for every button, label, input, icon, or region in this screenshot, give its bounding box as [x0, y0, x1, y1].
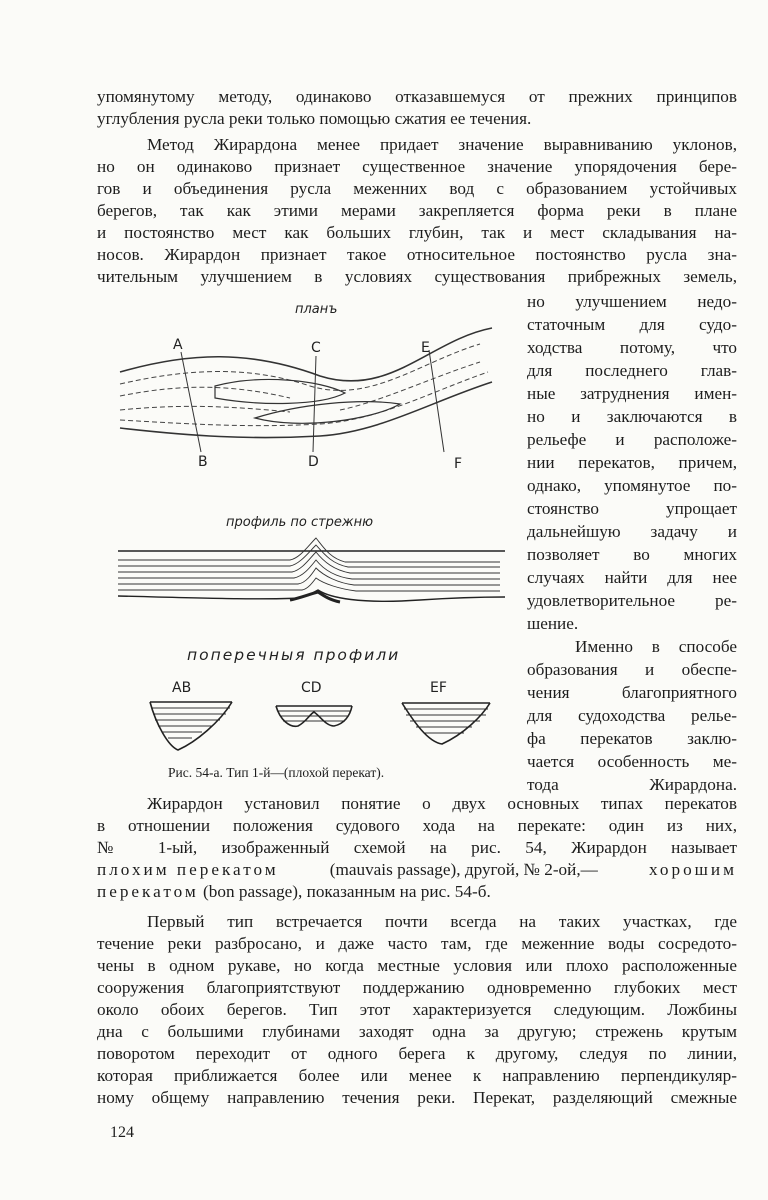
- side-text-line: тода Жирардона.: [527, 775, 737, 794]
- term-bad-shoal: плохим перекатом: [97, 860, 279, 879]
- side-text-line: образования и обеспе-: [527, 660, 737, 679]
- cross-label-ab: AB: [172, 680, 192, 696]
- cross-label-ef: EF: [430, 680, 447, 696]
- side-text-line: ные затруднения имен-: [527, 384, 737, 403]
- plan-title: планъ: [295, 302, 338, 317]
- side-text-line: чения благоприятного: [527, 683, 737, 702]
- side-text-line: фа перекатов заклю-: [527, 729, 737, 748]
- cross-sections-title: поперечныя профили: [187, 646, 401, 664]
- side-text-line: однако, упомянутое по-: [527, 476, 737, 495]
- text-line: около обоих берегов. Тип этот характеризуется следующим. Ложбины: [97, 1000, 737, 1019]
- text-line: № 1-ый, изображенный схемой на рис. 54, Жирардон называет: [97, 838, 737, 857]
- side-text-line: для судоходства рельe-: [527, 706, 737, 725]
- text-line: [97, 881, 491, 903]
- text-line: но он одинаково признает существенное значение упорядочения бере-: [97, 157, 737, 176]
- figure-caption: Рис. 54-а. Тип 1-й—(плохой перекат).: [168, 765, 385, 780]
- text-line: дна с большими глубинами заходят одна за другую; стрежень крутым: [97, 1022, 737, 1041]
- profile-title: профиль по стрежню: [226, 515, 374, 530]
- label-f: F: [454, 456, 463, 472]
- side-text-line: Именно в способе: [575, 637, 737, 656]
- side-text-line: нии перекатов, причем,: [527, 453, 737, 472]
- side-text-line: но и заключаются в: [527, 407, 737, 426]
- side-text-line: рельефе и расположе-: [527, 430, 737, 449]
- side-text-line: но улучшением недо-: [527, 292, 737, 311]
- text-fragment: (mauvais passage), другой, № 2-ой,—: [329, 860, 598, 879]
- text-line: Первый тип встречается почти всегда на таких участках, где: [147, 912, 737, 931]
- text-line: чительным улучшением в условиях существования прибрежных земель,: [97, 267, 737, 286]
- term-good-shoal: хорошим: [648, 860, 737, 879]
- text-line: течение реки разбросано, и даже часто там, где меженние воды сосредото-: [97, 934, 737, 953]
- side-text-line: стоянство упрощает: [527, 499, 737, 518]
- text-line: носов. Жирардон признает такое относительное постоянство русла зна-: [97, 245, 737, 264]
- label-d: D: [308, 454, 319, 470]
- label-c: C: [311, 340, 321, 356]
- term-shoal: перекатом: [97, 882, 199, 901]
- side-text-line: случаях найти для нее: [527, 568, 737, 587]
- text-line: поворотом переходит от одного берега к другому, следуя по линии,: [97, 1044, 737, 1063]
- side-text-line: статочным для судо-: [527, 315, 737, 334]
- text-line: Жирардон установил понятие о двух основных типах перекатов: [147, 794, 737, 813]
- label-b: B: [198, 454, 208, 470]
- text-line: углубления русла реки только помощью сжатия ее течения.: [97, 109, 532, 128]
- cross-label-cd: CD: [301, 680, 322, 696]
- side-text-line: шение.: [527, 614, 579, 633]
- page-number: 124: [110, 1124, 134, 1141]
- text-line: которая приближается более или менее к направлению перпендикуляр-: [97, 1066, 737, 1085]
- text-line: ному общему направлению течения реки. Перекат, разделяющий смежные: [97, 1088, 737, 1107]
- text-line: и постоянство мест как больших глубин, так и мест складывания на-: [97, 223, 737, 242]
- side-text-line: для последнего глав-: [527, 361, 737, 380]
- side-text-line: ходства потому, что: [527, 338, 737, 357]
- text-line: в отношении положения судового хода на перекате: один из них,: [97, 816, 737, 835]
- text-line: [97, 859, 737, 881]
- text-fragment: (bon passage), показанным на рис. 54-б.: [198, 882, 491, 901]
- label-e: E: [421, 340, 430, 356]
- text-line: Метод Жирардона менее придает значение выравниванию уклонов,: [147, 135, 737, 154]
- side-text-line: дальнейшую задачу и: [527, 522, 737, 541]
- text-line: чены в одном рукаве, но когда местные условия или плохо расположенные: [97, 956, 737, 975]
- text-line: сооружения благоприятствуют поддержанию одновременно глубоких мест: [97, 978, 737, 997]
- text-line: гов и объединения русла меженних вод с образованием устойчивых: [97, 179, 737, 198]
- side-text-line: удовлетворительное ре-: [527, 591, 737, 610]
- side-text-line: чается особенность ме-: [527, 752, 737, 771]
- text-line: упомянутому методу, одинаково отказавшемуся от прежних принципов: [97, 87, 737, 106]
- side-text-line: позволяет во многих: [527, 545, 737, 564]
- label-a: A: [173, 337, 183, 353]
- text-line: берегов, так как этими мерами закрепляется форма реки в плане: [97, 201, 737, 220]
